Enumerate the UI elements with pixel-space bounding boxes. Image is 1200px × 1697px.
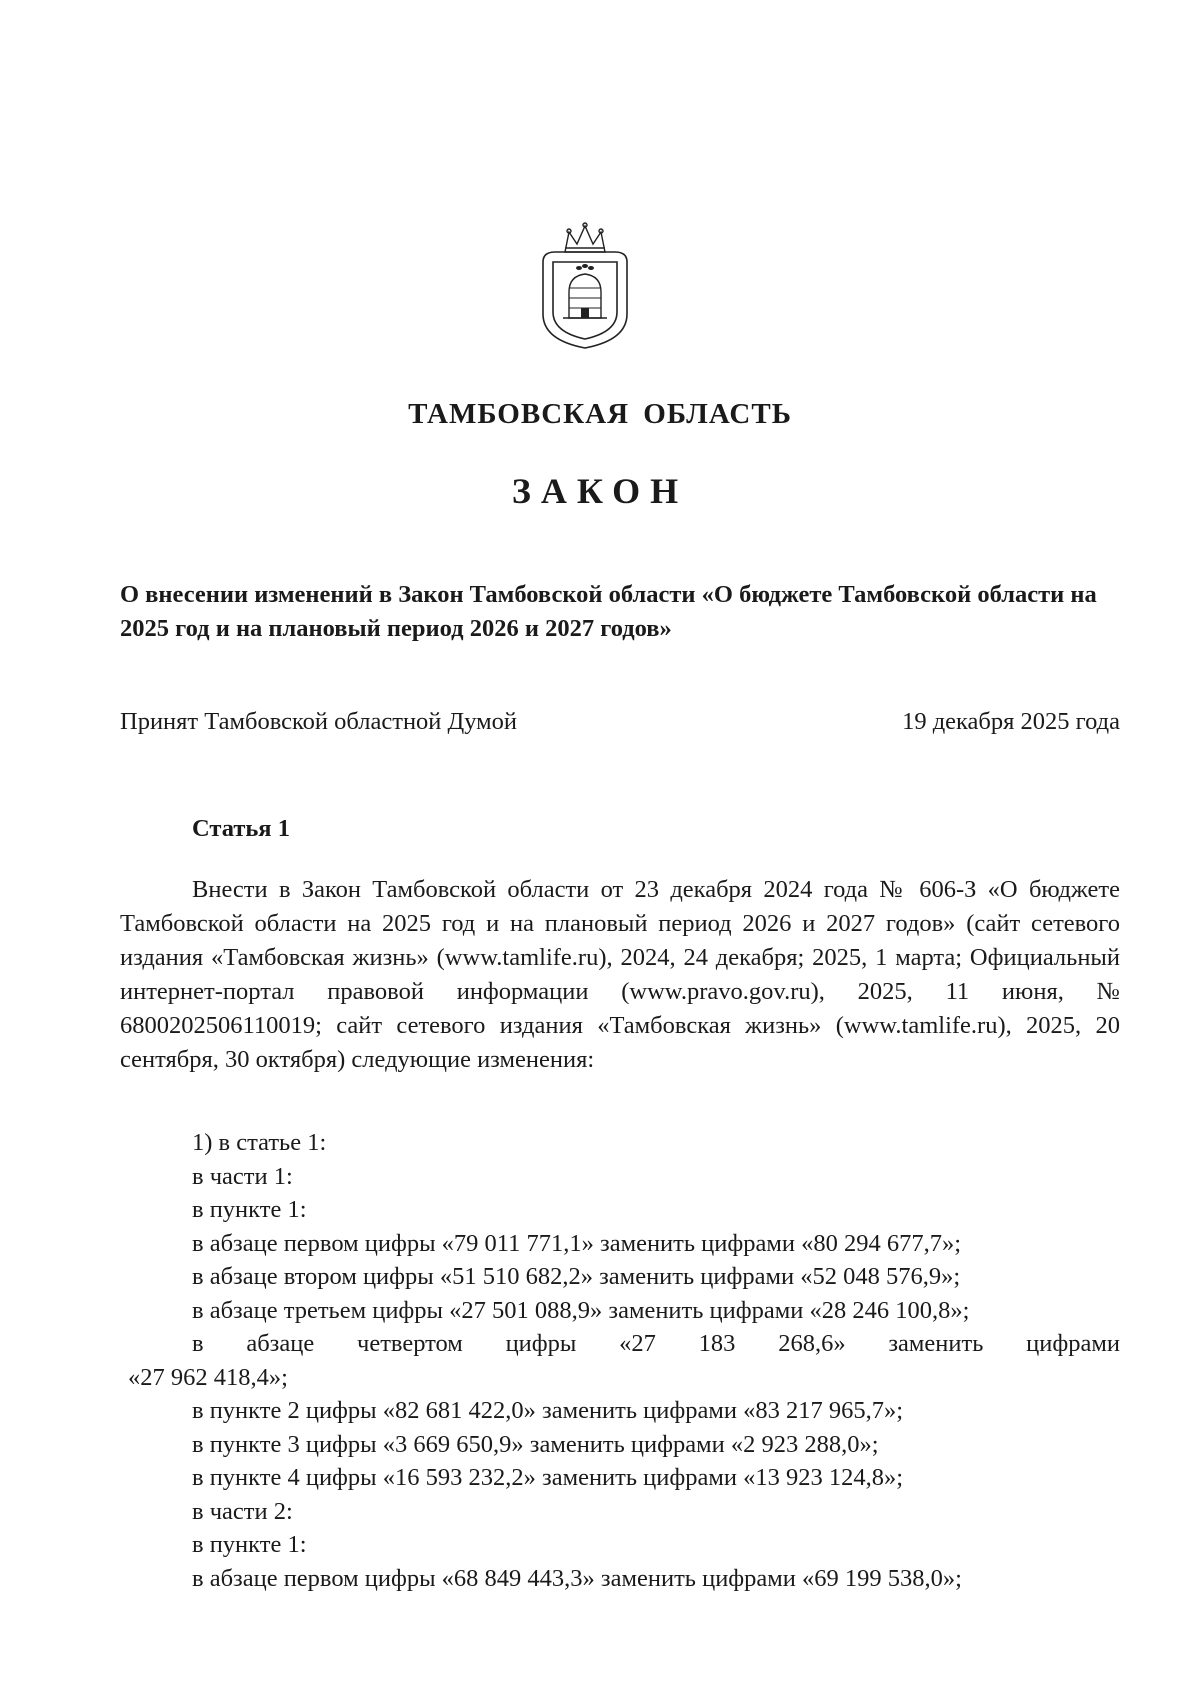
list-item: в части 2: [192,1497,293,1525]
list-item: в пункте 2 цифры «82 681 422,0» заменить цифрами «83 217 965,7»; [192,1397,904,1424]
list-item: в пункте 1: [192,1531,307,1558]
list-item: в абзаце втором цифры «51 510 682,2» заменить цифрами «52 048 576,9»; [192,1263,961,1290]
list-item-continuation: «27 962 418,4»; [128,1363,288,1391]
law-subject: О внесении изменений в Закон Тамбовской области «О бюджете Тамбовской области на 2025 год и на плановый период 2026 и 2027 годов» [120,581,1097,642]
adoption-date: 19 декабря 2025 года [902,708,1120,735]
document-type: ЗАКОН [511,471,689,511]
adopted-by: Принят Тамбовской областной Думой [120,708,518,735]
list-item: в абзаце первом цифры «68 849 443,3» заменить цифрами «69 199 538,0»; [192,1564,962,1592]
list-item: в абзаце первом цифры «79 011 771,1» заменить цифрами «80 294 677,7»; [192,1229,962,1257]
amendments-list [120,1126,1120,1595]
list-item: в части 1: [192,1162,293,1190]
list-item: в пункте 4 цифры «16 593 232,2» заменить цифрами «13 923 124,8»; [192,1464,904,1491]
region-title: ТАМБОВСКАЯ ОБЛАСТЬ [408,398,792,430]
list-item: 1) в статье 1: [192,1129,327,1156]
coat-of-arms-icon [535,222,635,350]
article-intro: Внести в Закон Тамбовской области от 23 декабря 2024 года № 606-З «О бюджете Тамбовской области на 2025 год и на плановый период 2026 и 2027 годов» (сайт сетевого издания «Тамбовская жизнь» (www.tamlife.ru), 2024, 24 декабря; 2025, 1 марта; Официальный интернет-портал правовой информации (www.pravo.gov.ru), 2025, 11 июня, № 6800202506110019; сайт сетевого издания «Тамбовская жизнь» (www.tamlife.ru), 2025, 20 сентября, 30 октября) следующие изменения: [120,876,1120,1073]
list-item: в абзаце третьем цифры «27 501 088,9» заменить цифрами «28 246 100,8»; [192,1296,970,1324]
list-item: в пункте 3 цифры «3 669 650,9» заменить цифрами «2 923 288,0»; [192,1430,879,1458]
list-item: в абзаце четвертом цифры «27 183 268,6» заменить цифрами [192,1330,1120,1357]
adoption-line [120,708,1120,736]
article-title: Статья 1 [192,815,290,842]
list-item: в пункте 1: [192,1196,307,1223]
